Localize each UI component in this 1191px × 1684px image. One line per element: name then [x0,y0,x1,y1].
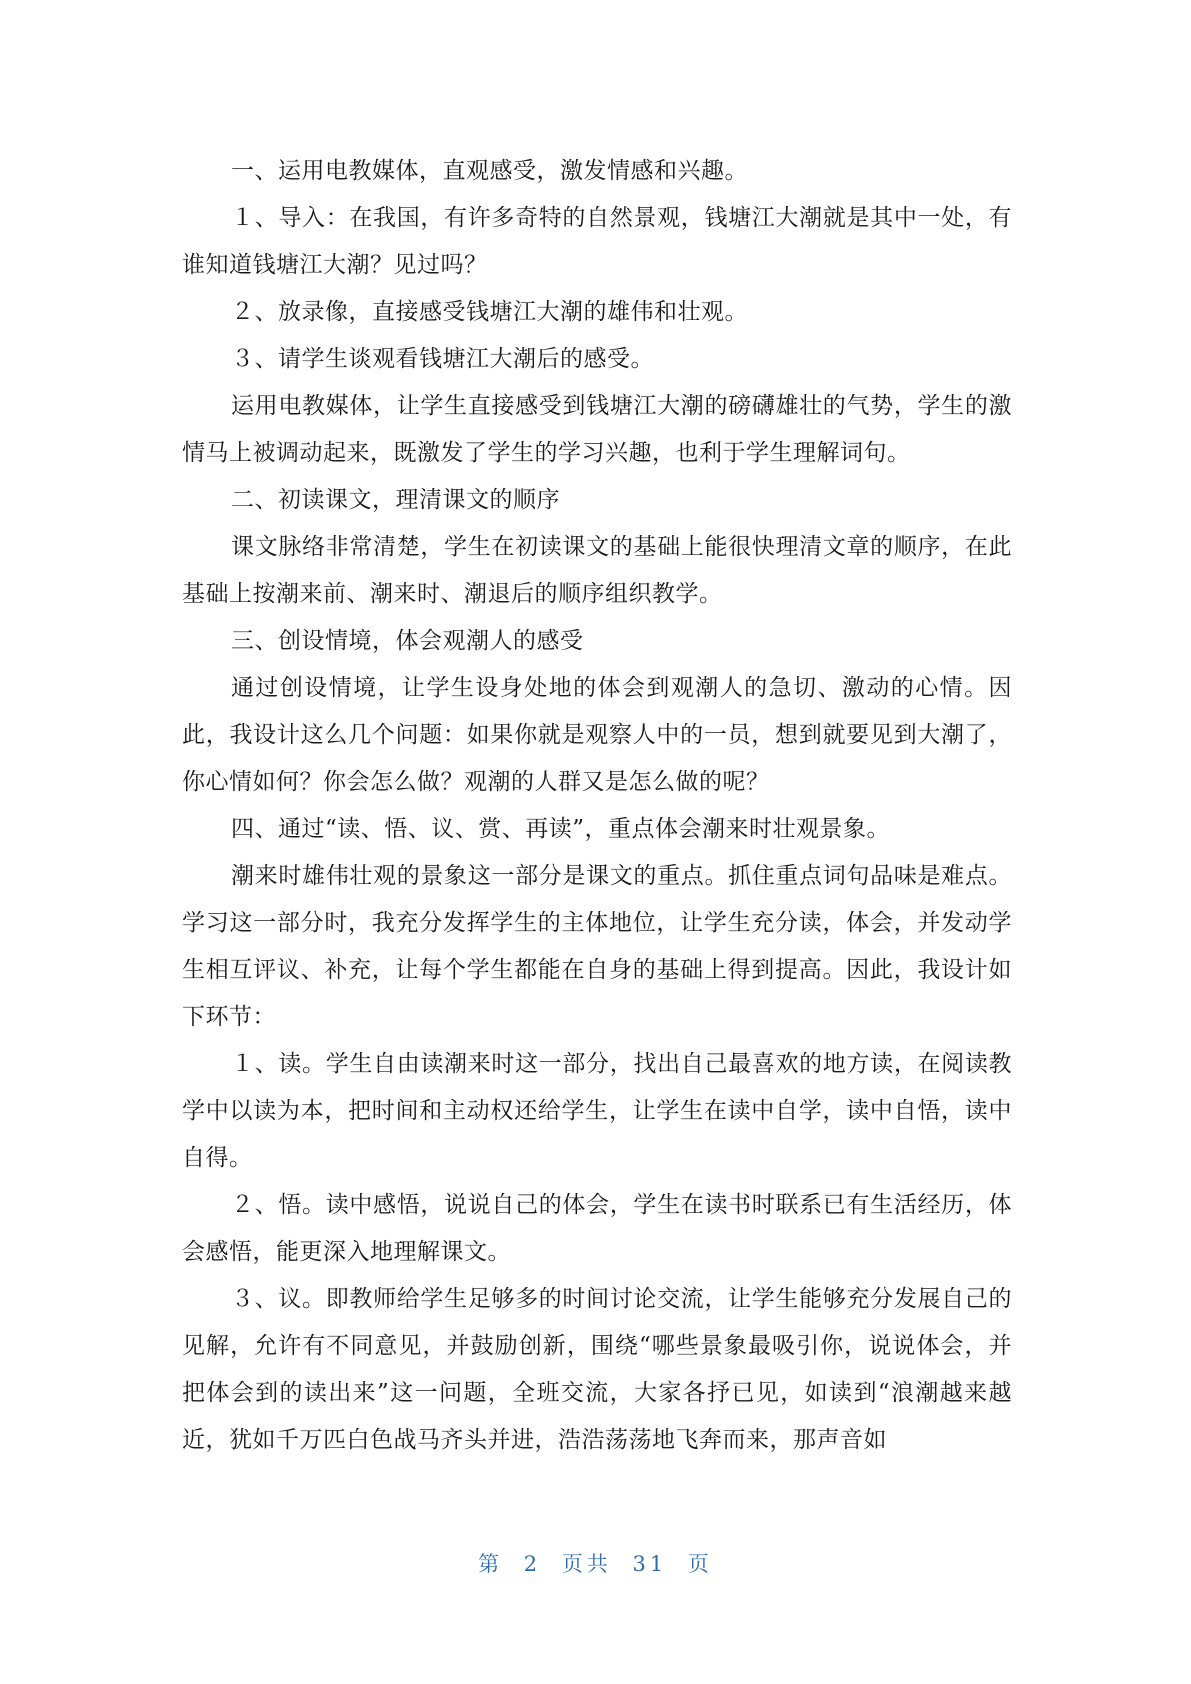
paragraph-first-reading: 课文脉络非常清楚，学生在初读课文的基础上能很快理清文章的顺序，在此基础上按潮来前、潮来时、潮退后的顺序组织教学。 [182,534,1012,607]
paragraph-step-3-feelings: ３、请学生谈观看钱塘江大潮后的感受。 [231,346,654,372]
footer-page-number: 2 [523,1552,542,1576]
paragraph-heading-3: 三、创设情境，体会观潮人的感受 [231,628,584,654]
paragraph-discuss: ３、议。即教师给学生足够多的时间讨论交流，让学生能够充分发展自己的见解，允许有不同意见，并鼓励创新，围绕“哪些景象最吸引你，说说体会，并把体会到的读出来”这一问题，全班交流，大家各抒已见，如读到“浪潮越来越近，犹如千万匹白色战马齐头并进，浩浩荡荡地飞奔而来，那声音如 [182,1286,1012,1453]
paragraph-step-1-intro: １、导入：在我国，有许多奇特的自然景观，钱塘江大潮就是其中一处，有谁知道钱塘江大潮？见过吗？ [182,205,1012,278]
footer-middle: 页共 [561,1552,612,1576]
footer-prefix: 第 [478,1552,504,1576]
footer-total-pages: 31 [632,1552,668,1576]
page-footer [0,1548,1191,1578]
paragraph-heading-2: 二、初读课文，理清课文的顺序 [231,487,560,513]
paragraph-heading-1: 一、运用电教媒体，直观感受，激发情感和兴趣。 [231,158,748,184]
document-body [182,148,1012,1464]
paragraph-heading-4: 四、通过“读、悟、议、赏、再读”，重点体会潮来时壮观景象。 [231,816,891,842]
paragraph-understand: ２、悟。读中感悟，说说自己的体会，学生在读书时联系已有生活经历，体会感悟，能更深入地理解课文。 [182,1192,1012,1265]
paragraph-key-section: 潮来时雄伟壮观的景象这一部分是课文的重点。抓住重点词句品味是难点。学习这一部分时，我充分发挥学生的主体地位，让学生充分读，体会，并发动学生相互评议、补充，让每个学生都能在自身的基础上得到提高。因此，我设计如下环节： [182,863,1012,1030]
paragraph-step-2-video: ２、放录像，直接感受钱塘江大潮的雄伟和壮观。 [231,299,748,325]
paragraph-read: １、读。学生自由读潮来时这一部分，找出自己最喜欢的地方读，在阅读教学中以读为本，把时间和主动权还给学生，让学生在读中自学，读中自悟，读中自得。 [182,1051,1012,1171]
paragraph-media-summary: 运用电教媒体，让学生直接感受到钱塘江大潮的磅礴雄壮的气势，学生的激情马上被调动起来，既激发了学生的学习兴趣，也利于学生理解词句。 [182,393,1012,466]
paragraph-situation: 通过创设情境，让学生设身处地的体会到观潮人的急切、激动的心情。因此，我设计这么几个问题：如果你就是观察人中的一员，想到就要见到大潮了，你心情如何？你会怎么做？观潮的人群又是怎么做的呢？ [182,675,1012,795]
footer-suffix: 页 [687,1552,713,1576]
